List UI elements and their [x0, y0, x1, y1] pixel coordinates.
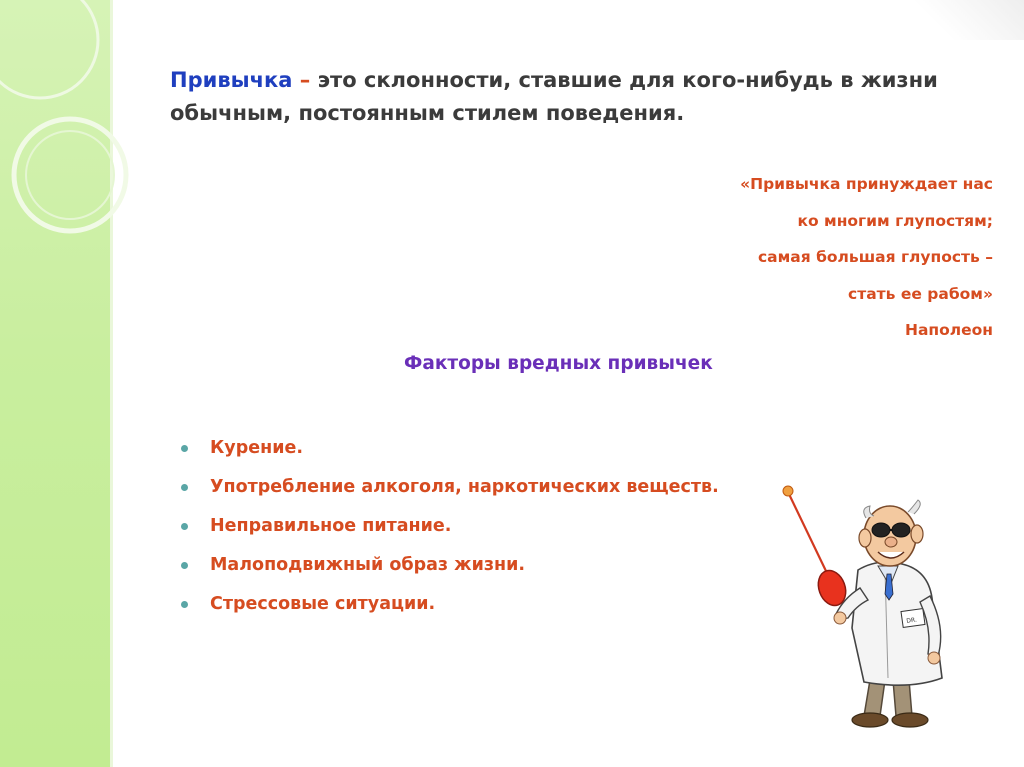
napoleon-quote: [740, 166, 993, 349]
definition-body: это склонности, ставшие для кого-нибудь в жизни обычным, постоянным стилем поведения.: [170, 68, 938, 125]
factor-text: Курение.: [210, 438, 303, 458]
bullet-icon: [181, 484, 188, 491]
factors-heading: Факторы вредных привычек: [404, 353, 713, 374]
bullet-icon: [181, 445, 188, 452]
quote-line: стать ее рабом»: [848, 284, 993, 303]
factor-text: Стрессовые ситуации.: [210, 594, 436, 614]
list-item: [178, 588, 748, 627]
quote-line: «Привычка принуждает нас: [740, 175, 993, 193]
professor-with-pointer-icon: [760, 478, 980, 733]
bullet-icon: [181, 562, 188, 569]
factor-list: [178, 432, 748, 627]
page-curl-shadow: [904, 0, 1024, 40]
deco-circle-large: [14, 119, 126, 231]
definition-text: [170, 64, 970, 130]
list-item: [178, 510, 748, 549]
factor-text: Употребление алкоголя, наркотических веществ.: [210, 477, 719, 497]
list-item: [178, 432, 748, 471]
list-item: [178, 549, 748, 588]
definition-term: Привычка: [170, 68, 293, 92]
quote-line: самая большая глупость –: [757, 248, 993, 266]
definition-dash: –: [292, 68, 318, 92]
bullet-icon: [181, 601, 188, 608]
deco-circle-inner: [26, 131, 114, 219]
bullet-icon: [181, 523, 188, 530]
quote-line: ко многим глупостям;: [797, 211, 993, 230]
list-item: [178, 471, 748, 510]
pointer-tip: [783, 486, 793, 496]
factor-text: Неправильное питание.: [210, 516, 452, 536]
factor-text: Малоподвижный образ жизни.: [210, 555, 526, 575]
quote-author: Наполеон: [904, 321, 993, 339]
deco-circle-top: [0, 0, 98, 98]
decorative-circles: [0, 0, 140, 260]
badge-text: DR.: [905, 616, 918, 625]
